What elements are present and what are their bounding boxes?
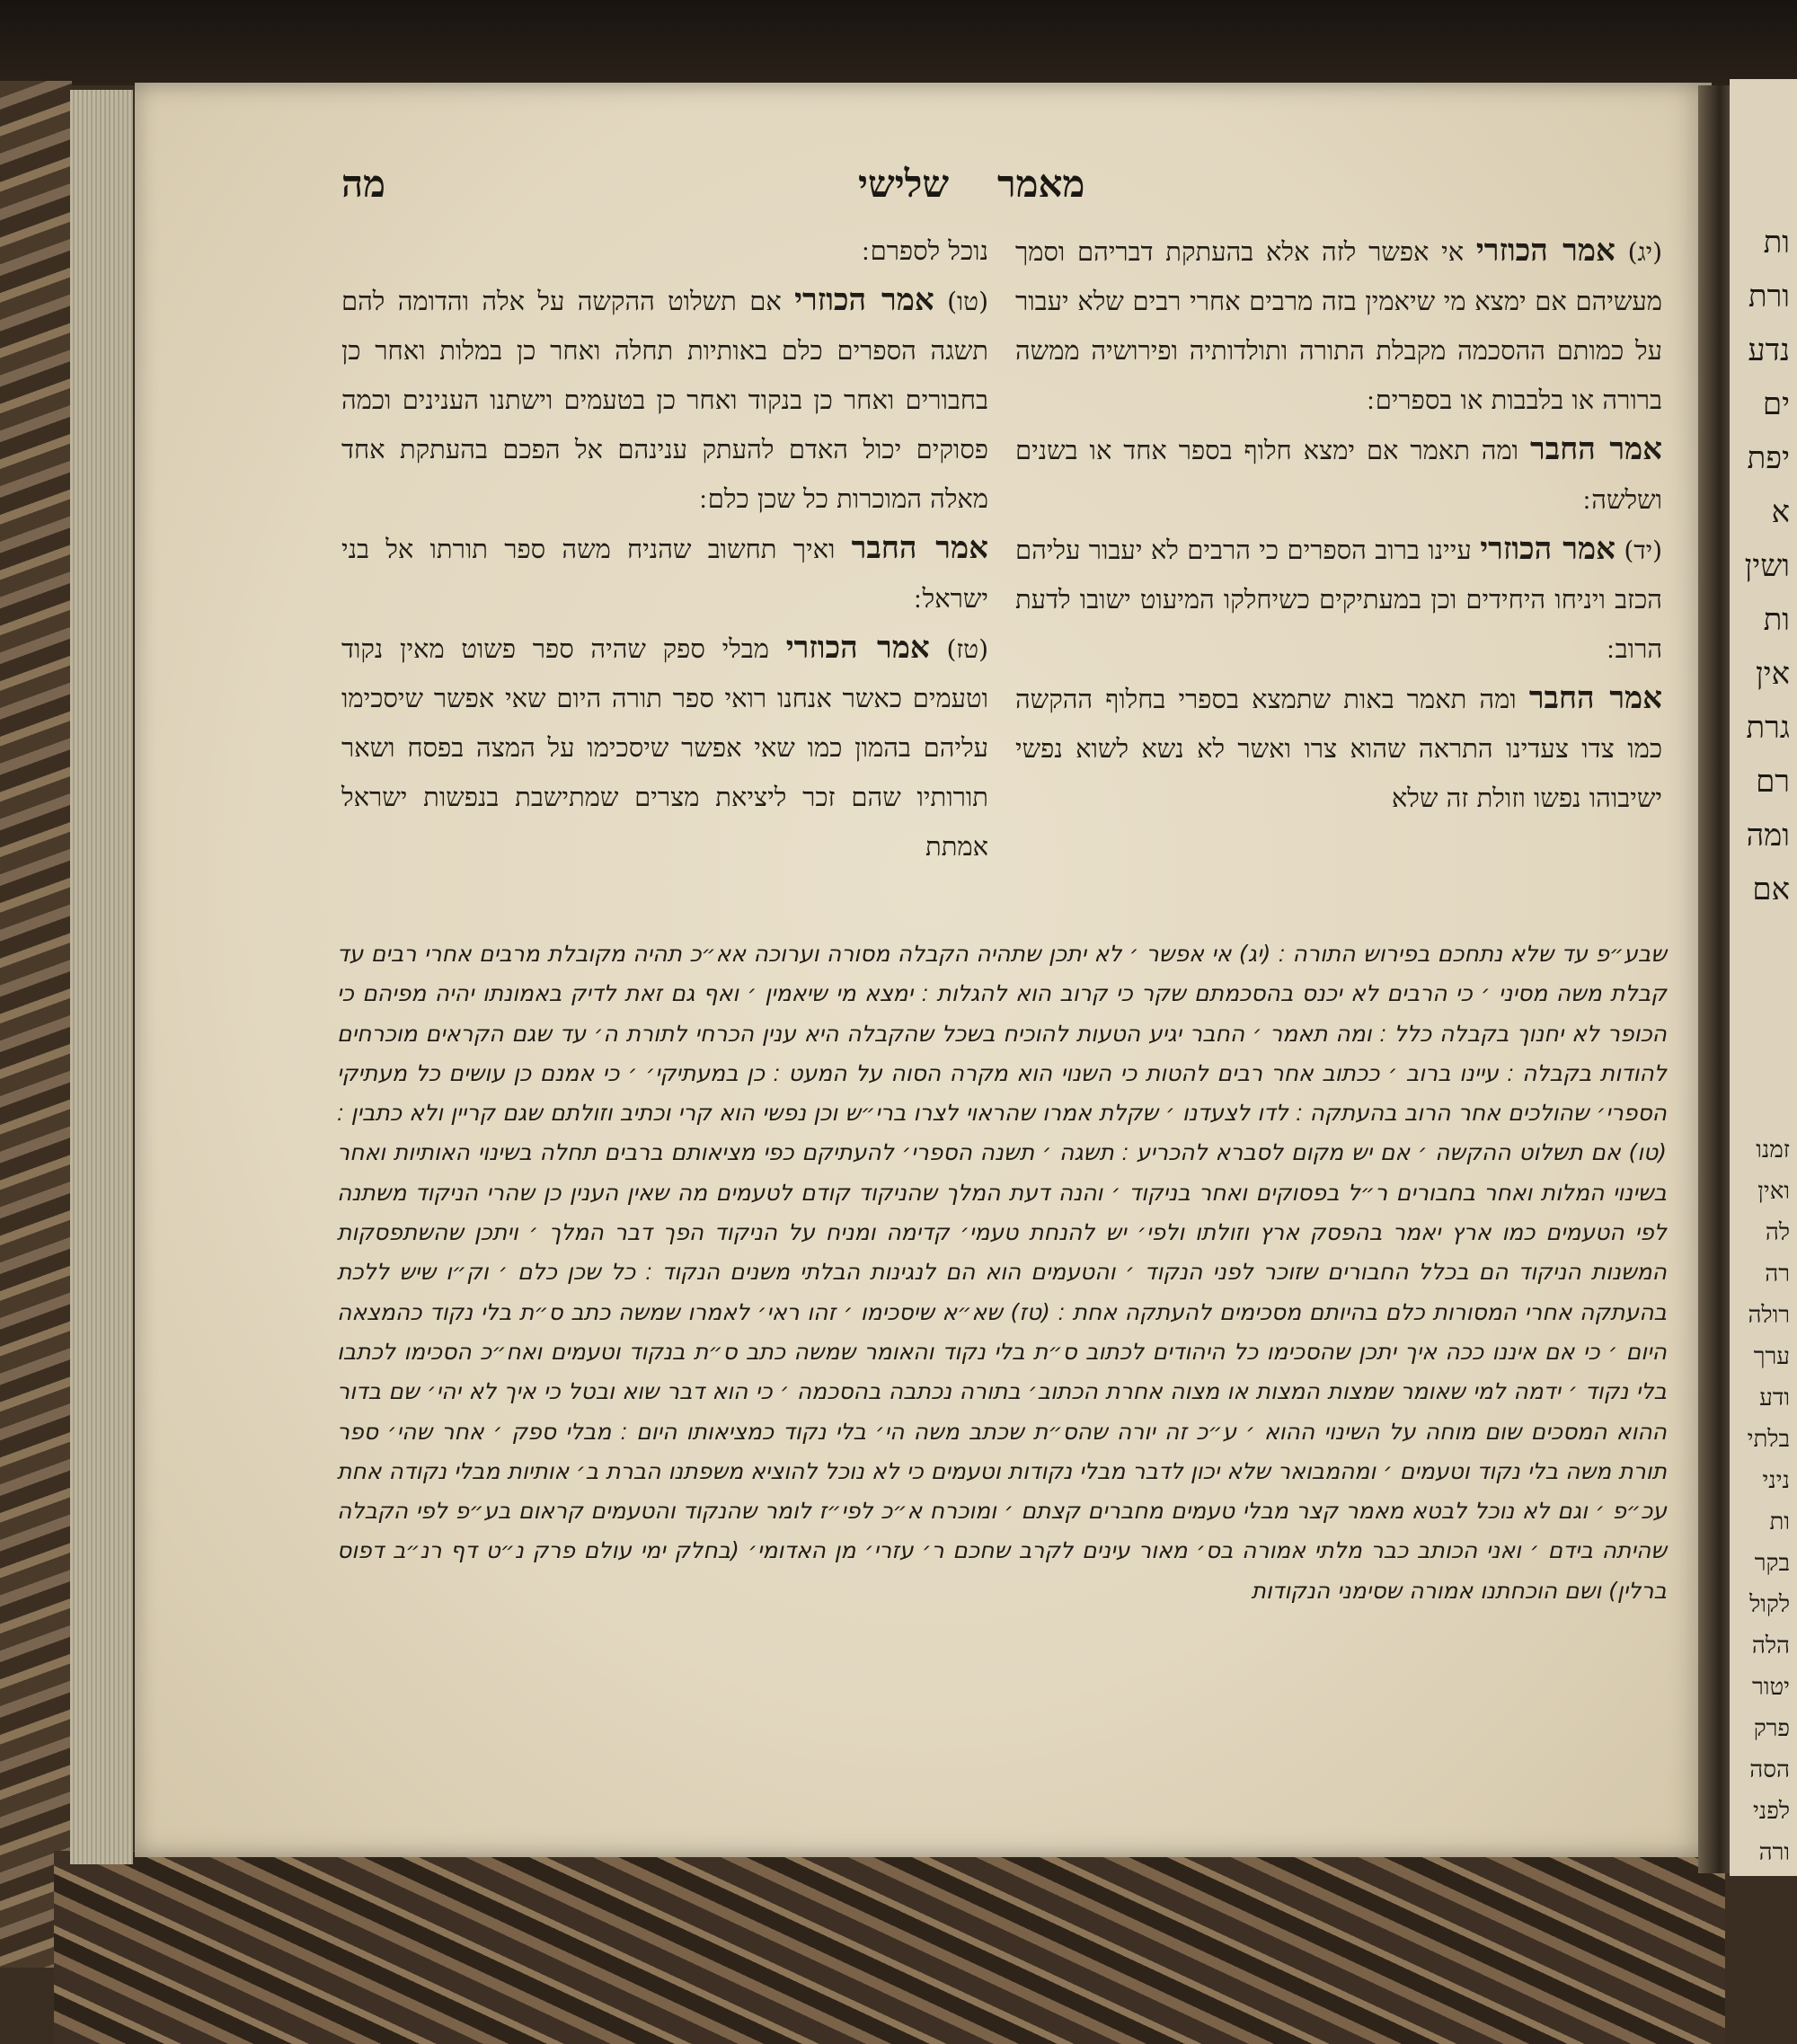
dialogue-text: נוכל לספרם ׃ [862,235,988,266]
adjacent-page-fragment: גרת [1746,710,1790,746]
adjacent-page-fragment: רם [1756,764,1790,800]
adjacent-page-fragment: ות [1763,602,1790,638]
speaker-kuzari: אמר הכוזרי [794,282,934,318]
adjacent-page-fragment: ודע [1759,1385,1790,1411]
dialogue-text: ומה תאמר באות שתמצא בספרי בחלוף ההקשה כמו צדו צעדינו התראה שהוא צרו ואשר לא נשא לשוא נפשי ישיבוהו נפשו וזולת זה שלא [1015,684,1662,813]
section-number: (יג) [1627,237,1662,267]
section-16 [341,624,988,872]
dialogue-text: ומה תאמר אם ימצא חלוף בספר אחד או בשנים ושלשה ׃ [1015,435,1662,515]
running-head-maamar: מאמר [997,162,1085,206]
speaker-kuzari: אמר הכוזרי [1475,233,1616,269]
adjacent-page-fragment: בקר [1754,1550,1790,1577]
adjacent-page-fragment: ערך [1753,1343,1790,1370]
adjacent-page-fragment: ניני [1762,1467,1790,1494]
adjacent-page-fragment: לקול [1749,1591,1790,1618]
section-number: (יד) [1624,535,1663,565]
adjacent-page-fragment: ות [1763,225,1790,261]
speaker-kuzari: אמר הכוזרי [785,630,930,666]
section-15 [341,276,988,524]
continuation-line [341,226,988,276]
adjacent-page-fragment: פרק [1753,1715,1790,1742]
speaker-haver: אמר החבר [1528,680,1663,716]
section-number: (טו) [947,287,989,316]
main-text-left-column [341,226,988,872]
section-14 [1015,525,1662,674]
main-text-right-column [1015,226,1662,823]
speaker-haver: אמר החבר [1530,431,1663,467]
adjacent-page-fragment: ורת [1748,279,1790,314]
marbled-cover-left [0,81,72,1968]
adjacent-page-fragment: ומה [1746,818,1790,854]
adjacent-page-fragment: נדע [1748,332,1790,368]
adjacent-page-fragment: לה [1765,1219,1790,1246]
commentary-text: שבע״פ עד שלא נתחכם בפירוש התורה ׃ (יג) אי אפשר ׳ לא יתכן שתהיה הקבלה מסורה וערוכה אא״כ תהיה מקובלת מרבים אחרי רבים עד קבלת משה מסיני ׳ כי הרבים לא יכנס בהסכמתם שקר כי קרוב הוא להגלות ׃ ימצא מי שיאמין ׳ ואף גם זאת לדיק באמונתו יהיה מפיהם כי הכופר לא יחנוך בקבלה כלל ׃ ומה תאמר ׳ החבר יגיע הטעות להוכיח בשכל שהקבלה היא ענין הכרחי לתורת ה׳ עד שגם הקראים מוכרחים להודות בקבלה ׃ עיינו ברוב ׳ ככתוב אחר רבים להטות כי השנוי הוא מקרה הסוה על המעט ׃ כן במעתיקי׳ ׳ כי אמנם כן עושים כל מעתיקי הספרי׳ שהולכים אחר הרוב בהעתקה ׃ לדו לצעדנו ׳ שקלת אמרו שהראוי לצרו ברי״ש וכן נפשי הוא קרי וכתיב וזולתם שגם קריין ולא כתבין ׃ (טו) אם תשלוט ההקשה ׳ אם יש מקום לסברא להכריע ׃ תשגה ׳ תשנה הספרי׳ להעתיקם כפי מציאותם ברבים תחלה בשינוי האותיות ואחר בשינוי המלות ואחר בחבורים ר״ל בפסוקים ואחר בניקוד ׳ והנה דעת המלך שהניקוד קודם לטעמים מה שאין הענין כן שהרי הניקוד משתנה לפי הטעמים כמו ארץ יאמר בהפסק ארץ וזולתו ולפי׳ יש להנחת טעמי׳ קדימה ומניח על הניקוד הפך דבר המלך ׳ ויתכן שהשתפסקות המשנות הניקוד הם בכלל החבורים שזוכר לפני הנקוד ׳ והטעמים הוא הם לנגינות הבלתי משנים הנקוד ׃ כל שכן כלם ׳ וק״ו שיש ללכת בהעתקה אחרי המסורות כלם בהיותם מסכימים להעתקה אחת ׃ (טז) שא״א שיסכימו ׳ זהו ראי׳ לאמרו שמשה כתב ס״ת בלי נקוד כהמצאה היום ׳ כי אם איננו ככה איך יתכן שהסכימו כל היהודים לכתוב ס״ת בלי נקוד והאומר שמשה כתב ס״ת בנקוד וטעמים ואח״כ הסכימו לכתבו בלי נקוד ׳ ידמה למי שאומר שמצות המצות או מצוה אחרת הכתוב׳ בתורה נכתבה בהסכמה ׳ כי הוא דבר שוא ובטל כי איך לא יהי׳ שם בדור ההוא המסכים שום מוחה על השינוי ההוא ׳ ע״כ זה יורה שהס״ת שכתב משה הי׳ בלי נקוד כמציאותו היום ׃ מבלי ספק ׳ אחר שהי׳ ספר תורת משה בלי נקוד וטעמים ׳ ומהמבואר שלא יכון לדבר מבלי נקודות וטעמים כי לא נוכל להוציא משפתנו הברת ב׳ אותיות מבלי נקודה אחת עכ״פ ׳ וגם לא נוכל לבטא מאמר קצר מבלי טעמים מחברים קצתם ׳ ומוכרח א״כ לפי״ז לומר שהנקוד והטעמים קראום בע״פ לפי הקבלה שהיתה בידם ׳ ואני הכותב כבר מלתי אמורה בס׳ מאור עינים לקרב שחכם ר׳ עזרי׳ מן האדומי׳ (בחלק ימי עולם פרק נ״ט דף רנ״ב דפוס ברלין) ושם הוכחתנו אמורה שסימני הנקודות [337,941,1667,1604]
adjacent-page-fragment: ואין [1757,1178,1790,1205]
marbled-cover-bottom [54,1851,1725,2044]
adjacent-page-fragment: אם [1752,872,1790,907]
book-gutter [1698,85,1734,1873]
adjacent-page-fragment: אין [1756,656,1790,692]
adjacent-page-fragment: ים [1762,386,1790,422]
adjacent-page-fragment: יטור [1752,1674,1790,1701]
adjacent-page-fragment: רולה [1748,1302,1790,1329]
haver-reply-2 [1015,674,1662,823]
page-number: מה [341,162,386,206]
adjacent-page-fragment: לפני [1752,1798,1790,1825]
haver-reply-3 [341,524,988,624]
speaker-kuzari: אמר הכוזרי [1480,531,1616,567]
adjacent-page-fragment: הלה [1751,1633,1790,1659]
dialogue-text: ואיך תחשוב שהניח משה ספר תורתו אל בני ישראל ׃ [341,534,988,614]
adjacent-page-fragment: רה [1765,1261,1790,1287]
page-edges [70,90,133,1864]
dialogue-text: מבלי ספק שהיה ספר פשוט מאין נקוד וטעמים כאשר אנחנו רואי ספר תורה היום שאי אפשר שיסכימו עליהם בהמון כמו שאי אפשר שיסכימו על המצה בפסח ושאר תורותיו שהם זכר ליציאת מצרים שמתישבת בנפשות ישראל אמתת [341,633,988,862]
adjacent-page-fragment: ושין [1744,548,1790,584]
adjacent-page-fragment: ות [1769,1509,1790,1535]
dialogue-text: עיינו ברוב הספרים כי הרבים לא יעבור עליהם הכזב ויניחו היחידים וכן במעתיקים כשיחלקו המיעוט ישובו לדעת הרוב ׃ [1015,535,1662,664]
adjacent-page-fragment: יפת [1747,440,1790,476]
running-head-shlishi: שלישי [858,162,950,206]
section-number: (טז) [946,634,989,664]
adjacent-page-fragment: זמנו [1756,1137,1790,1164]
adjacent-page-fragment: ורה [1758,1839,1790,1866]
adjacent-page-fragment: בלתי [1747,1426,1790,1453]
haver-reply-1 [1015,425,1662,525]
book-binding-top [0,0,1797,85]
dialogue-text: אם תשלוט ההקשה על אלה והדומה להם תשגה הספרים כלם באותיות תחלה ואחר כן במלות ואחר כן בחבורים ואחר כן בנקוד ואחר כן בטעמים וישתנו הענינים וכמה פסוקים יכול האדם להעתק ענינהם אל הפכם בהעתקת אחד מאלה המוכרות כל שכן כלם ׃ [341,286,988,514]
commentary-block [337,934,1667,1611]
adjacent-page-fragment: א [1771,494,1790,530]
adjacent-page-fragment: הסה [1749,1756,1790,1783]
section-13 [1015,226,1662,425]
speaker-haver: אמר החבר [851,530,988,566]
dialogue-text: אי אפשר לזה אלא בהעתקת דבריהם וסמך מעשיהם אם ימצא מי שיאמין בזה מרבים אחרי רבים שלא יעבור על כמותם ההסכמה מקבלת התורה ותולדותיה ופירושיה ממשה ברורה או בלבבות או בספרים ׃ [1015,236,1662,415]
adjacent-page-edge [1730,79,1797,1876]
